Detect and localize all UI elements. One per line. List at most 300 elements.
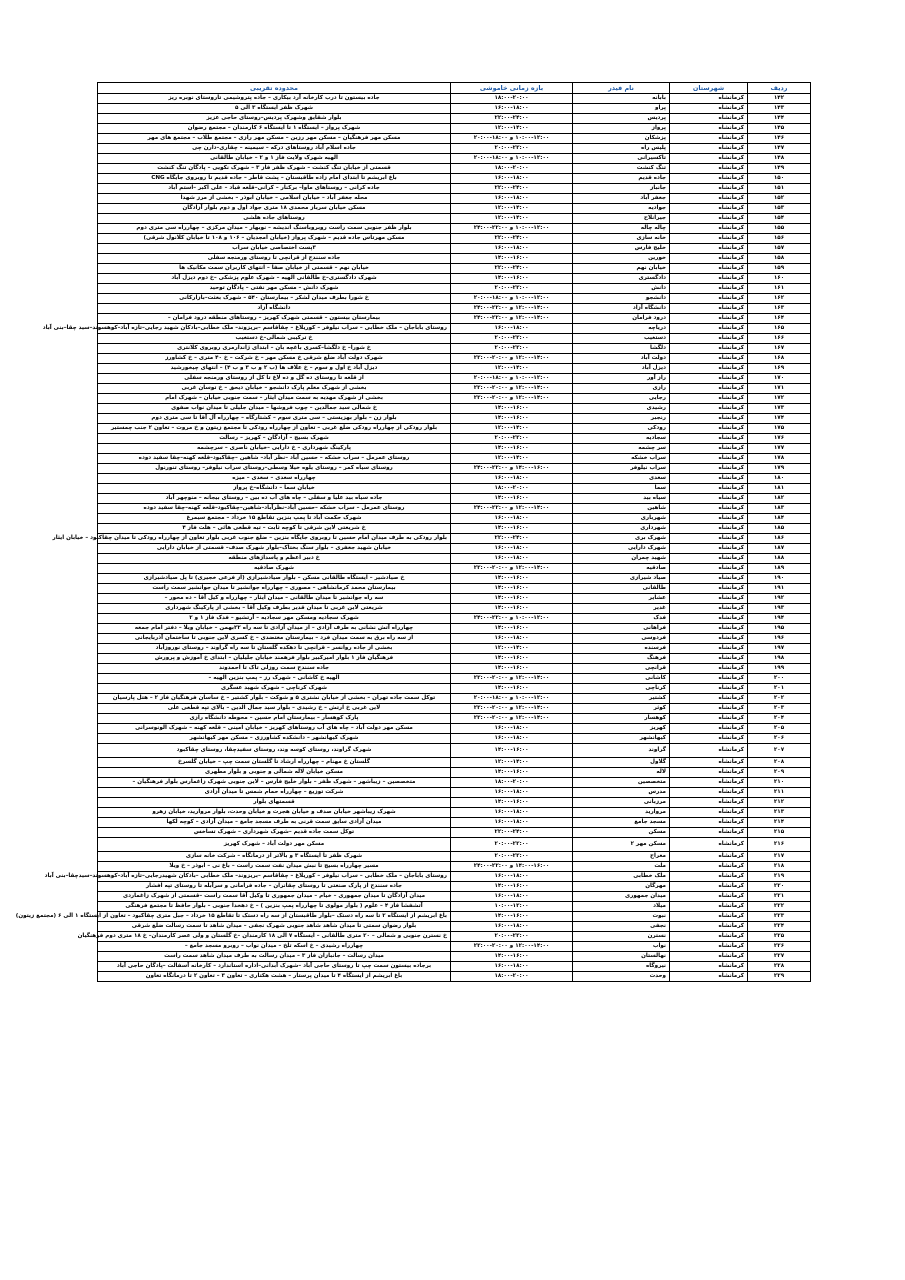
city-cell: کرمانشاه — [670, 758, 748, 768]
feeder-cell: متخصصین — [573, 778, 670, 788]
row-number-cell: ۱۴۶ — [748, 134, 811, 144]
table-row — [98, 214, 811, 224]
city-cell: کرمانشاه — [670, 154, 748, 164]
row-number-cell: ۱۶۴ — [748, 314, 811, 324]
row-number-cell: ۱۵۷ — [748, 244, 811, 254]
table-row — [98, 798, 811, 808]
table-row — [98, 768, 811, 778]
area-cell: مسیر چهارراه بسیج تا نبش میدان نفت سمت راست – باغ نی – ابوذر – خ ویلا — [98, 862, 451, 872]
row-number-cell: ۱۸۹ — [748, 564, 811, 574]
city-cell: کرمانشاه — [670, 94, 748, 104]
city-cell: کرمانشاه — [670, 838, 748, 852]
row-number-cell: ۱۶۸ — [748, 354, 811, 364]
time-range-cell: ۱۴:۰۰-۱۶:۰۰ — [451, 744, 573, 758]
feeder-cell: غدیر — [573, 604, 670, 614]
time-range-cell: ۱۲:۰۰-۱۴:۰۰ و ۲۰:۰۰-۲۲:۰۰ — [451, 564, 573, 574]
feeder-cell: سراب نیلوفر — [573, 464, 670, 474]
feeder-cell: سجادیه — [573, 434, 670, 444]
feeder-cell: دریاچه — [573, 324, 670, 334]
table-row — [98, 624, 811, 634]
time-range-cell: ۱۲:۰۰-۱۴:۰۰ و ۲۰:۰۰-۲۲:۰۰ — [451, 394, 573, 404]
outage-table — [15, 82, 811, 982]
time-range-cell: ۱۲:۰۰-۱۴:۰۰ — [451, 644, 573, 654]
table-row — [98, 274, 811, 284]
city-cell: کرمانشاه — [670, 922, 748, 932]
header-feeder: نام فیدر — [573, 83, 670, 94]
row-number-cell: ۲۱۸ — [748, 862, 811, 872]
city-cell: کرمانشاه — [670, 194, 748, 204]
city-cell: کرمانشاه — [670, 354, 748, 364]
row-number-cell: ۲۰۵ — [748, 724, 811, 734]
city-cell: کرمانشاه — [670, 818, 748, 828]
time-range-cell: ۱۴:۰۰-۱۶:۰۰ — [451, 768, 573, 778]
feeder-cell: تاکسیرانی — [573, 154, 670, 164]
area-cell: میدان رسالت – جانبازان فاز ۳ – میدان رسالت به طرف میدان شاهد سمت راست — [98, 952, 451, 962]
table-row — [98, 204, 811, 214]
time-range-cell: ۲۰:۰۰-۲۲:۰۰ — [451, 838, 573, 852]
city-cell: کرمانشاه — [670, 114, 748, 124]
city-cell: کرمانشاه — [670, 174, 748, 184]
city-cell: کرمانشاه — [670, 394, 748, 404]
time-range-cell: ۱۶:۰۰-۱۸:۰۰ — [451, 922, 573, 932]
time-range-cell: ۱۴:۰۰-۱۶:۰۰ — [451, 912, 573, 922]
row-number-cell: ۱۸۰ — [748, 474, 811, 484]
time-range-cell: ۱۶:۰۰-۱۸:۰۰ — [451, 818, 573, 828]
row-number-cell: ۲۰۸ — [748, 758, 811, 768]
area-cell: از سه راه برق به سمت میدان فرد – بیمارستان معتضدی – خ کسری لاین جنوبی تا ساختمان آذربایجانی — [98, 634, 451, 644]
feeder-cell: دستغیب — [573, 334, 670, 344]
row-number-cell: ۲۰۱ — [748, 684, 811, 694]
table-row — [98, 952, 811, 962]
header-time-range: بازه زمانی خاموشی — [451, 83, 573, 94]
city-cell: کرمانشاه — [670, 734, 748, 744]
time-range-cell: ۱۸:۰۰-۲۰:۰۰ — [451, 778, 573, 788]
area-cell: شهرک کیهانشهر – دانشکده کشاورزی – مسکن مهر کیهانشهر — [98, 734, 451, 744]
area-cell: شهرک زیباشهر خیابان صدف و خیابان هجرت و خیابان وحدت، بلوار مروارید، خیابان زهرو — [98, 808, 451, 818]
feeder-cell: قرانچی — [573, 664, 670, 674]
row-number-cell: ۱۸۵ — [748, 524, 811, 534]
time-range-cell: ۱۶:۰۰-۱۸:۰۰ — [451, 634, 573, 644]
feeder-cell: جاده قدیم — [573, 174, 670, 184]
row-number-cell: ۱۷۶ — [748, 434, 811, 444]
city-cell: کرمانشاه — [670, 384, 748, 394]
time-range-cell: ۱۴:۰۰-۱۶:۰۰ — [451, 594, 573, 604]
row-number-cell: ۲۲۰ — [748, 882, 811, 892]
area-cell: شهرک حکمت آباد تا پمپ بنزین تقاطع ۱۵ خرداد – مجتمع سیمرغ — [98, 514, 451, 524]
time-range-cell: ۲۲:۰۰-۲۴:۰۰ — [451, 234, 573, 244]
area-cell: بلوار رضوان سمتی تا میدان شاهد شاهد جنوبی شهرک نجفی – میدان شاهد تا سمت رسالت ضلع شرقی — [98, 922, 451, 932]
row-number-cell: ۱۹۵ — [748, 624, 811, 634]
area-cell: شرکت توزیع – چهارراه حمام شمس تا میدان آزادی — [98, 788, 451, 798]
city-cell: کرمانشاه — [670, 484, 748, 494]
city-cell: کرمانشاه — [670, 554, 748, 564]
row-number-cell: ۲۱۵ — [748, 828, 811, 838]
table-row — [98, 484, 811, 494]
time-range-cell: ۱۴:۰۰-۱۶:۰۰ و ۲۲:۰۰-۲۴:۰۰ — [451, 862, 573, 872]
table-row — [98, 134, 811, 144]
table-row — [98, 414, 811, 424]
table-row — [98, 354, 811, 364]
time-range-cell: ۱۰:۰۰-۱۲:۰۰ و ۲۲:۰۰-۲۴:۰۰ — [451, 224, 573, 234]
area-cell: شهرک صادقیه — [98, 564, 451, 574]
city-cell: کرمانشاه — [670, 882, 748, 892]
time-range-cell: ۱۰:۰۰-۱۲:۰۰ و ۱۸:۰۰-۲۰:۰۰ — [451, 154, 573, 164]
row-number-cell: ۱۶۳ — [748, 304, 811, 314]
city-cell: کرمانشاه — [670, 714, 748, 724]
area-cell: خیابان سما – دانشگاه–خ پرواز — [98, 484, 451, 494]
row-number-cell: ۲۱۴ — [748, 818, 811, 828]
feeder-cell: میلاد — [573, 902, 670, 912]
row-number-cell: ۱۶۹ — [748, 364, 811, 374]
time-range-cell: ۲۰:۰۰-۲۲:۰۰ — [451, 144, 573, 154]
table-row — [98, 564, 811, 574]
row-number-cell: ۲۲۹ — [748, 972, 811, 982]
time-range-cell: ۱۴:۰۰-۱۶:۰۰ — [451, 414, 573, 424]
table-row — [98, 544, 811, 554]
row-number-cell: ۱۴۳ — [748, 104, 811, 114]
city-cell: کرمانشاه — [670, 624, 748, 634]
time-range-cell: ۱۲:۰۰-۱۴:۰۰ — [451, 364, 573, 374]
area-cell: مسکن مهر دولت آباد – شهرک کهریز — [98, 838, 451, 852]
area-cell: بخشی از شهرک معلم پارک دانشجو – خیابان دیحق – خ توسان غربی — [98, 384, 451, 394]
city-cell: کرمانشاه — [670, 644, 748, 654]
feeder-cell: نهالستان — [573, 952, 670, 962]
area-cell: جاده سنندج از قرانچی تا روستای ورمنجه سفلی — [98, 254, 451, 264]
area-cell: پارک کوهسار – بیمارستان امام حسین – محوطه دانشگاه رازی — [98, 714, 451, 724]
time-range-cell: ۱۰:۰۰-۱۲:۰۰ و ۱۸:۰۰-۲۰:۰۰ — [451, 374, 573, 384]
city-cell: کرمانشاه — [670, 294, 748, 304]
table-row — [98, 464, 811, 474]
area-cell: قسمتی از خیابان تنگ کنشت – شهرک ظفر فاز ۳ – شهرک نکویی – پادگان تنگ کنشت — [98, 164, 451, 174]
city-cell: کرمانشاه — [670, 872, 748, 882]
area-cell: قسمتهای بلوار — [98, 798, 451, 808]
row-number-cell: ۱۷۷ — [748, 444, 811, 454]
row-number-cell: ۱۹۴ — [748, 614, 811, 624]
time-range-cell: ۱۰:۰۰-۱۲:۰۰ و ۱۸:۰۰-۲۰:۰۰ — [451, 134, 573, 144]
time-range-cell: ۱۸:۰۰-۲۰:۰۰ — [451, 484, 573, 494]
city-cell: کرمانشاه — [670, 892, 748, 902]
table-row — [98, 394, 811, 404]
row-number-cell: ۱۷۲ — [748, 394, 811, 404]
table-row — [98, 758, 811, 768]
header-city: شهرستان — [670, 83, 748, 94]
table-row — [98, 744, 811, 758]
time-range-cell: ۱۲:۰۰-۱۴:۰۰ — [451, 204, 573, 214]
table-row — [98, 424, 811, 434]
area-cell: باغ ابریشم از ایستگاه ۴ تا میدان پرستار – هشت هکتاری – تعاون ۳ – تعاون ۲ تا درمانگاه تعاون — [98, 972, 451, 982]
table-row — [98, 384, 811, 394]
row-number-cell: ۲۰۴ — [748, 714, 811, 724]
time-range-cell: ۱۲:۰۰-۱۴:۰۰ — [451, 454, 573, 464]
area-cell: محله جعفر آباد – خیابان اسلامی – خیابان ابوذر – بخشی از مرز شهدا — [98, 194, 451, 204]
time-range-cell: ۲۰:۰۰-۲۲:۰۰ — [451, 334, 573, 344]
city-cell: کرمانشاه — [670, 374, 748, 384]
feeder-cell: فرسنده — [573, 644, 670, 654]
city-cell: کرمانشاه — [670, 284, 748, 294]
row-number-cell: ۱۸۴ — [748, 514, 811, 524]
time-range-cell: ۱۶:۰۰-۱۸:۰۰ — [451, 872, 573, 882]
city-cell: کرمانشاه — [670, 544, 748, 554]
area-cell: چهارراه آتش نشانی به طرف آزادی – از میدان آزادی تا سه راه ۲۲بهمن – خیابان ویلا – دفتر امام جمعه — [98, 624, 451, 634]
city-cell: کرمانشاه — [670, 852, 748, 862]
row-number-cell: ۱۵۴ — [748, 214, 811, 224]
city-cell: کرمانشاه — [670, 204, 748, 214]
row-number-cell: ۱۹۳ — [748, 604, 811, 614]
row-number-cell: ۱۹۰ — [748, 574, 811, 584]
table-row — [98, 364, 811, 374]
feeder-cell: گلاول — [573, 758, 670, 768]
city-cell: کرمانشاه — [670, 264, 748, 274]
time-range-cell: ۲۲:۰۰-۲۴:۰۰ — [451, 114, 573, 124]
table-row — [98, 574, 811, 584]
feeder-cell: فراهانی — [573, 624, 670, 634]
city-cell: کرمانشاه — [670, 134, 748, 144]
table-row — [98, 554, 811, 564]
area-cell: جاده سنندج از پارک صنعتی تا روستای چقانران – جاده فرامانی و سرآبله تا روستای تپه افشار — [98, 882, 451, 892]
time-range-cell: ۱۴:۰۰-۱۶:۰۰ — [451, 604, 573, 614]
feeder-cell: ملک خطابی — [573, 872, 670, 882]
city-cell: کرمانشاه — [670, 214, 748, 224]
feeder-cell: ملت — [573, 862, 670, 872]
feeder-cell: نجفی — [573, 922, 670, 932]
row-number-cell: ۱۵۵ — [748, 224, 811, 234]
feeder-cell: دیزل آباد — [573, 364, 670, 374]
table-row — [98, 334, 811, 344]
time-range-cell: ۱۴:۰۰-۱۶:۰۰ — [451, 952, 573, 962]
row-number-cell: ۱۷۵ — [748, 424, 811, 434]
city-cell: کرمانشاه — [670, 788, 748, 798]
table-row — [98, 514, 811, 524]
time-range-cell: ۱۶:۰۰-۱۸:۰۰ — [451, 514, 573, 524]
area-cell: میدان آزادگان تا میدان جمهوری – خیام – میدان جمهوری تا وکیل آقا سمت راست –قسمتی از شهرک زاغماردی — [98, 892, 451, 902]
table-row — [98, 224, 811, 234]
table-row — [98, 694, 811, 704]
area-cell: برجاده بیستون سمت چپ تا روستای حاجی آباد –شهرک آبدانی–اداره استاندارد – کارخانه آسفالت –پادگان حاجی آباد — [98, 962, 451, 972]
table-row — [98, 922, 811, 932]
area-cell: خ شمالی سید جمالدین – چوب فروشها – میدان جلیلی تا میدان نواب صفوی — [98, 404, 451, 414]
time-range-cell: ۱۲:۰۰-۱۴:۰۰ و ۲۰:۰۰-۲۲:۰۰ — [451, 674, 573, 684]
area-cell: جاده کرانی – روستاهای ماوا– برکنار – کرانی–قلعه قباد – علی اکبر –استم آباد — [98, 184, 451, 194]
city-cell: کرمانشاه — [670, 464, 748, 474]
city-cell: کرمانشاه — [670, 902, 748, 912]
time-range-cell: ۱۶:۰۰-۱۸:۰۰ — [451, 554, 573, 564]
time-range-cell: ۲۰:۰۰-۲۲:۰۰ — [451, 284, 573, 294]
table-row — [98, 94, 811, 104]
city-cell: کرمانشاه — [670, 594, 748, 604]
time-range-cell: ۱۶:۰۰-۱۸:۰۰ — [451, 544, 573, 554]
city-cell: کرمانشاه — [670, 724, 748, 734]
city-cell: کرمانشاه — [670, 574, 748, 584]
time-range-cell: ۲۲:۰۰-۲۴:۰۰ — [451, 828, 573, 838]
table-row — [98, 584, 811, 594]
time-range-cell: ۱۴:۰۰-۱۶:۰۰ — [451, 494, 573, 504]
table-header-row — [98, 83, 811, 94]
feeder-cell: مهرگان — [573, 882, 670, 892]
table-row — [98, 404, 811, 414]
area-cell: توکل سمت جاده قدیم –شهرک شهرداری – شهرک تساخس — [98, 828, 451, 838]
table-row — [98, 324, 811, 334]
feeder-cell: پزشکان — [573, 134, 670, 144]
time-range-cell: ۱۴:۰۰-۱۶:۰۰ — [451, 654, 573, 664]
city-cell: کرمانشاه — [670, 654, 748, 664]
table-row — [98, 304, 811, 314]
feeder-cell: مسکن مهر ۲ — [573, 838, 670, 852]
time-range-cell: ۱۴:۰۰-۱۶:۰۰ — [451, 882, 573, 892]
row-number-cell: ۲۰۳ — [748, 704, 811, 714]
area-cell: فرهنگیان فاز ۱ بلوار امیرکبیر بلوار فرهمند خیابان جلیلیان – ابتدای خ آموزش و پرورش — [98, 654, 451, 664]
city-cell: کرمانشاه — [670, 614, 748, 624]
time-range-cell: ۱۶:۰۰-۱۸:۰۰ — [451, 174, 573, 184]
feeder-cell: معراج — [573, 852, 670, 862]
row-number-cell: ۲۲۷ — [748, 952, 811, 962]
city-cell: کرمانشاه — [670, 972, 748, 982]
area-cell: خ ترکیبی شمالی–خ دستغیب — [98, 334, 451, 344]
city-cell: کرمانشاه — [670, 454, 748, 464]
feeder-cell: گراوند — [573, 744, 670, 758]
feeder-cell: دولت آباد — [573, 354, 670, 364]
row-number-cell: ۱۹۷ — [748, 644, 811, 654]
table-row — [98, 644, 811, 654]
table-row — [98, 828, 811, 838]
area-cell: بیمارستان بیستون – قسمتی شهرک کهریز – روستاهای منطقه درود فرامان – — [98, 314, 451, 324]
time-range-cell: ۱۲:۰۰-۱۴:۰۰ — [451, 214, 573, 224]
table-row — [98, 902, 811, 912]
city-cell: کرمانشاه — [670, 514, 748, 524]
area-cell: لاین غربی خ ارتش – خ رشیدی – بلوار سید جمال الدین – بالای تپه قطعی علی — [98, 704, 451, 714]
area-cell: خ شریعتی لاین شرقی تا کوچه ثابت – تیه قطعی هائی – هلت فاز ۴ — [98, 524, 451, 534]
city-cell: کرمانشاه — [670, 768, 748, 778]
area-cell: مسکن مهر فرهنگیان – مسکن مهر رزین – مسکن مهر رازی – مجتمع طلاب – مجتمع های مهر — [98, 134, 451, 144]
time-range-cell: ۲۲:۰۰-۲۴:۰۰ — [451, 184, 573, 194]
feeder-cell: پردیس — [573, 114, 670, 124]
feeder-cell: رازی — [573, 384, 670, 394]
table-row — [98, 808, 811, 818]
time-range-cell: ۱۶:۰۰-۱۸:۰۰ — [451, 244, 573, 254]
feeder-cell: مروارید — [573, 808, 670, 818]
area-cell: جاده سیاه بید علیا و سفلی – چاه های آب ده بین – روستای بیجانه – منوچهر آباد — [98, 494, 451, 504]
area-cell: الهیه شهرک ولایت فاز ۱ و ۲ – خیابان طالقانی — [98, 154, 451, 164]
row-number-cell: ۱۵۸ — [748, 254, 811, 264]
area-cell: خیابان شهید جعفری – بلوار سنگ بختاک–بلوار شهرک صدف– قسمتی از خیابان دارایی — [98, 544, 451, 554]
table-row — [98, 714, 811, 724]
table-row — [98, 634, 811, 644]
table-row — [98, 314, 811, 324]
time-range-cell: ۱۴:۰۰-۱۶:۰۰ — [451, 798, 573, 808]
row-number-cell: ۱۸۸ — [748, 554, 811, 564]
row-number-cell: ۲۰۰ — [748, 674, 811, 684]
time-range-cell: ۱۰:۰۰-۱۲:۰۰ و ۱۸:۰۰-۲۰:۰۰ — [451, 694, 573, 704]
table-row — [98, 674, 811, 684]
feeder-cell: نیروگاه — [573, 962, 670, 972]
row-number-cell: ۱۷۰ — [748, 374, 811, 384]
outage-schedule-sheet — [15, 82, 810, 982]
area-cell: شهرک سجادیه ومسکن مهر سجادیه – آرتشیو – فدک فاز ۱ و ۲ — [98, 614, 451, 624]
feeder-cell: درود فرامان — [573, 314, 670, 324]
table-row — [98, 524, 811, 534]
city-cell: کرمانشاه — [670, 494, 748, 504]
time-range-cell: ۱۴:۰۰-۱۶:۰۰ — [451, 404, 573, 414]
table-row — [98, 778, 811, 788]
area-cell: شریعتی لاین غربی تا میدان قدیر بطرف وکیل آقا – بخشی از پارکینگ شهرداری — [98, 604, 451, 614]
table-row — [98, 534, 811, 544]
time-range-cell: ۱۶:۰۰-۱۸:۰۰ — [451, 194, 573, 204]
feeder-cell: مرزبانی — [573, 798, 670, 808]
row-number-cell: ۱۶۵ — [748, 324, 811, 334]
row-number-cell: ۱۶۰ — [748, 274, 811, 284]
city-cell: کرمانشاه — [670, 144, 748, 154]
city-cell: کرمانشاه — [670, 344, 748, 354]
feeder-cell: کهریز — [573, 724, 670, 734]
time-range-cell: ۱۲:۰۰-۱۴:۰۰ — [451, 124, 573, 134]
city-cell: کرمانشاه — [670, 414, 748, 424]
area-cell: شهرک بسیج – آزادگان – کهریز – رسالت — [98, 434, 451, 444]
feeder-cell: پراو — [573, 104, 670, 114]
time-range-cell: ۱۸:۰۰-۲۰:۰۰ — [451, 972, 573, 982]
table-row — [98, 852, 811, 862]
city-cell: کرمانشاه — [670, 104, 748, 114]
table-row — [98, 882, 811, 892]
area-cell: روستای عمرمل – سراب خشکه –حسین آباد–نظرآباد–شاهین–چقاکبود–قلعه کهنه–چقا سفید دوده — [98, 504, 451, 514]
table-row — [98, 184, 811, 194]
row-number-cell: ۱۹۸ — [748, 654, 811, 664]
time-range-cell: ۲۰:۰۰-۲۲:۰۰ — [451, 344, 573, 354]
feeder-cell: چاله چاله — [573, 224, 670, 234]
row-number-cell: ۱۸۲ — [748, 494, 811, 504]
row-number-cell: ۲۱۳ — [748, 808, 811, 818]
city-cell: کرمانشاه — [670, 444, 748, 454]
area-cell: شهرک ظفر تا ایستگاه ۳ و بالاتر از درمانگاه – شرکت خانه سازی — [98, 852, 451, 862]
area-cell: خ شورا بطرف میدان لشکر – بیمارستان ۵۴۰ – شهرک بعثت–بازارکانی — [98, 294, 451, 304]
feeder-cell: مدرس — [573, 788, 670, 798]
table-row — [98, 788, 811, 798]
feeder-cell: پرواز — [573, 124, 670, 134]
row-number-cell: ۲۰۲ — [748, 694, 811, 704]
table-row — [98, 664, 811, 674]
row-number-cell: ۱۵۳ — [748, 204, 811, 214]
header-area: محدوده تقریبی — [98, 83, 451, 94]
feeder-cell: خانه سازی — [573, 234, 670, 244]
feeder-cell: مسکن — [573, 828, 670, 838]
city-cell: کرمانشاه — [670, 184, 748, 194]
feeder-cell: سما — [573, 484, 670, 494]
table-row — [98, 838, 811, 852]
area-cell: بلوار رودکی به طرف میدان امام حسین تا روبروی جایگاه بنزین – ضلع جنوب غربی بلوار تعاون از چهارراه رودکی تا میدان چقاکبود – خیابان ایثار — [98, 534, 451, 544]
area-cell: بخشی از شهرک مهدیه به سمت میدان ایثار – سمت جنوبی خیابان – شهرک امام — [98, 394, 451, 404]
area-cell: توکل سمت جاده تهران – بخشی از خیابان نشتری ۵ و شوکت – بلوار کشتیر – خ ساسان فرهنگیان فاز ۲ – هتل پارسیان — [98, 694, 451, 704]
time-range-cell: ۱۴:۰۰-۱۶:۰۰ — [451, 574, 573, 584]
feeder-cell: خورین — [573, 254, 670, 264]
row-number-cell: ۲۲۱ — [748, 892, 811, 902]
feeder-cell: لاله — [573, 768, 670, 778]
area-cell: شهرک کرناچی – شهرک شهید عسگری — [98, 684, 451, 694]
row-number-cell: ۱۷۴ — [748, 414, 811, 424]
table-row — [98, 124, 811, 134]
table-row — [98, 654, 811, 664]
row-number-cell: ۱۸۶ — [748, 534, 811, 544]
feeder-cell: نواب — [573, 942, 670, 952]
table-row — [98, 972, 811, 982]
row-number-cell: ۲۱۲ — [748, 798, 811, 808]
feeder-cell: وحدت — [573, 972, 670, 982]
table-row — [98, 594, 811, 604]
feeder-cell: جیرانلاح — [573, 214, 670, 224]
area-cell: بلوار شقایق وشهرک پردیس–روستای حاجی عزیز — [98, 114, 451, 124]
feeder-cell: فدک — [573, 614, 670, 624]
row-number-cell: ۲۱۹ — [748, 872, 811, 882]
area-cell: شهرک ظفر ایستگاه ۳ الی ۵ — [98, 104, 451, 114]
feeder-cell: طالقانی — [573, 584, 670, 594]
table-row — [98, 234, 811, 244]
